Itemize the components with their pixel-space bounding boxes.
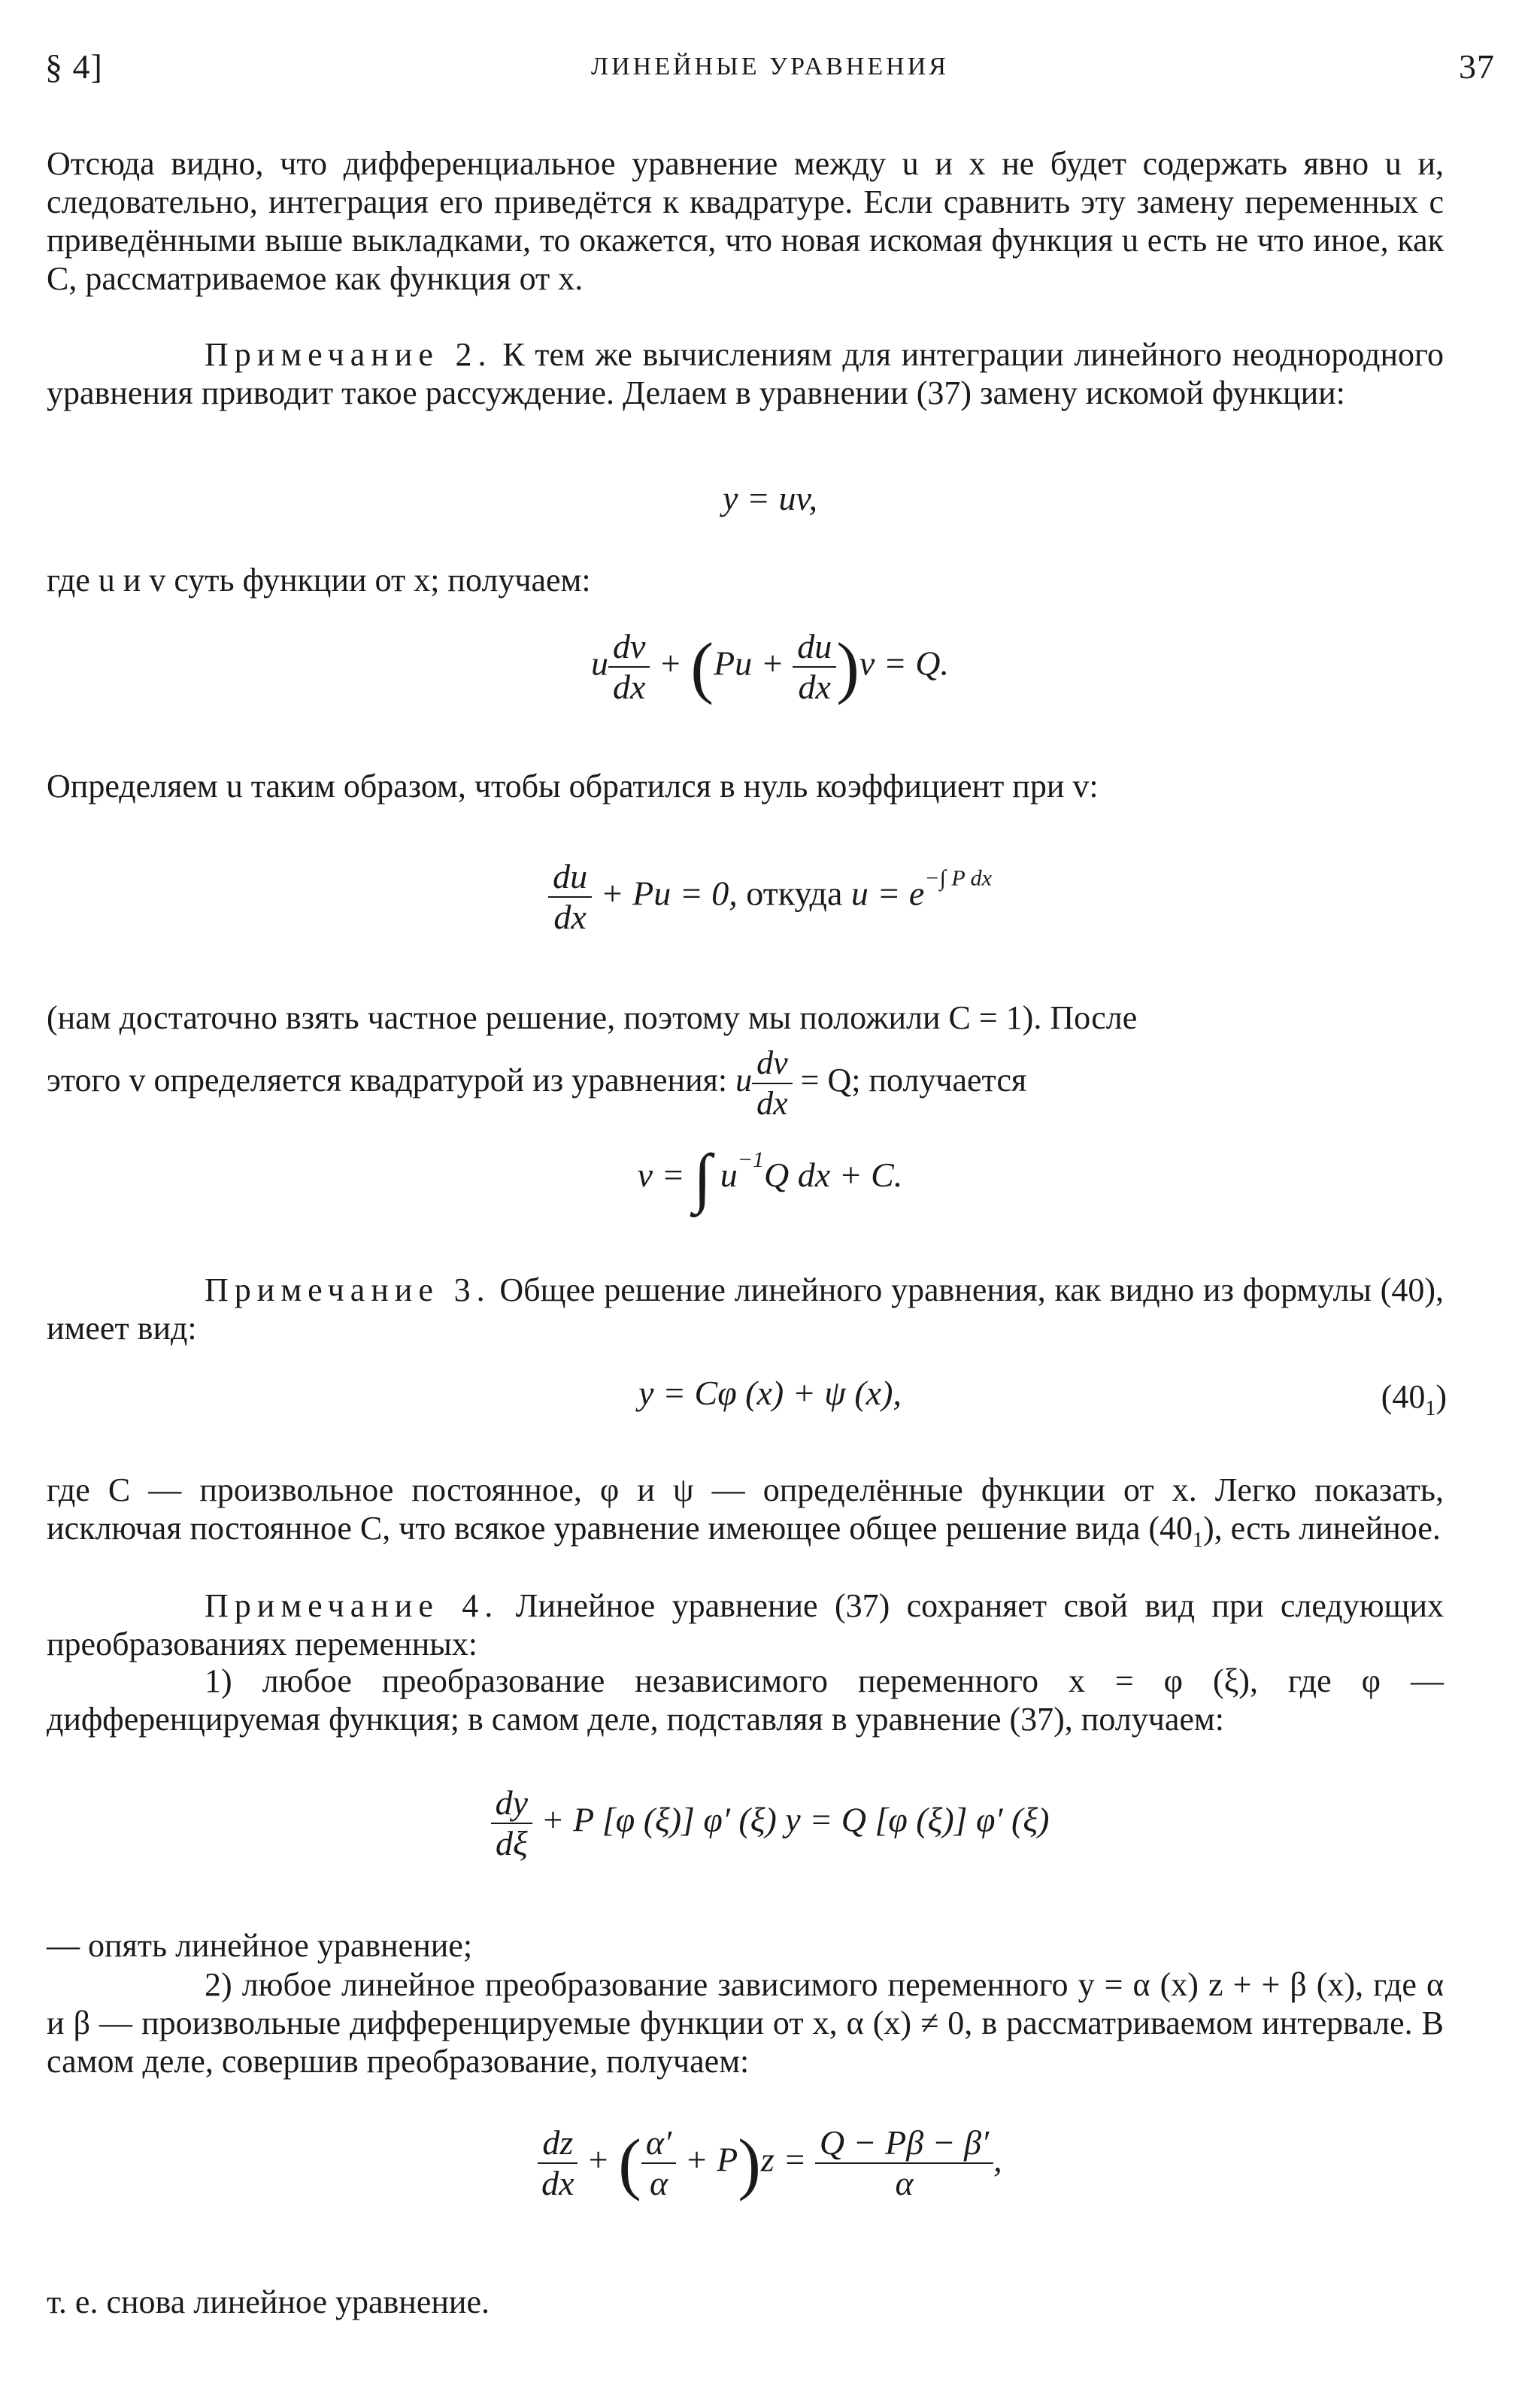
equation-u-exponential: $\frac{du}{dx}$ + Pu = 0, откуда $u = e^{-\int P dx}$	[0, 857, 1540, 937]
fraction-dv-dx: $\frac{dv}{dx}$	[608, 627, 650, 707]
paragraph-note-4	[47, 1586, 1444, 1663]
paragraph-note-3	[47, 1271, 1444, 1347]
fraction-du-dx: $\frac{du}{dx}$	[793, 627, 836, 707]
fraction-rhs: $\frac{Q - P\beta - \beta'}{\alpha}$	[815, 2123, 993, 2203]
paragraph-note-2	[47, 335, 1444, 412]
equation-independent-transform: $\frac{dy}{d\xi}$ + P [φ (ξ)] φ′ (ξ) y = Q [φ (ξ)] φ′ (ξ)	[0, 1783, 1540, 1863]
list-item-2: 2) любое линейное преобразование зависимого переменного y = α (x) z + + β (x), где α и β — произвольные дифференцируемые функции от x, α (x) ≠ 0, в рассматриваемом интервале. В самом деле, совершив преобразование, получаем:	[47, 1966, 1444, 2080]
fraction-dy-dxi: $\frac{dy}{d\xi}$	[491, 1783, 532, 1863]
note-2-label: Примечание 2.	[205, 336, 493, 373]
note-3-label: Примечание 3.	[205, 1271, 491, 1308]
note-2-text: К тем же вычислениям для интеграции линейного неоднородного уравнения приводит такое рассуждение. Делаем в уравнении (37) замену искомой функции:	[47, 336, 1444, 411]
fraction-alpha-prime: $\frac{\alpha'}{\alpha}$	[641, 2123, 676, 2203]
note-3-text: Общее решение линейного уравнения, как видно из формулы (40), имеет вид:	[47, 1271, 1444, 1347]
paragraph-substitution-result: Отсюда видно, что дифференциальное уравнение между u и x не будет содержать явно u и, следовательно, интеграция его приведётся к квадратуре. Если сравнить эту замену переменных с приведёнными выше выкладками, то окажется, что новая искомая функция u есть не что иное, как C, рассматриваемое как функция от x.	[47, 145, 1444, 297]
eq2-lead: u	[590, 644, 608, 683]
paragraph-again-linear-final: т. е. снова линейное уравнение.	[47, 2283, 490, 2320]
note-4-label: Примечание 4.	[205, 1587, 499, 1624]
page-header	[45, 47, 1495, 99]
equation-dependent-transform: $\frac{dz}{dx}$ + ( $\frac{\alpha'}{\alpha}$ + P)z = $\frac{Q - P\beta - \beta'}{\alpha}$ ,	[0, 2123, 1540, 2203]
paragraph-define-u: Определяем u таким образом, чтобы обратился в нуль коэффициент при v:	[47, 768, 1099, 805]
paragraph-quadrature: этого v определяется квадратурой из уравнения: u $\frac{dv}{dx}$ = Q; получается	[47, 1044, 1027, 1122]
equation-v-integral: v = ∫ $u^{-1}Q$ dx + C.	[637, 1141, 903, 1215]
equation-number-40-1: $(40_1)$	[1381, 1378, 1447, 1420]
note-4-text: Линейное уравнение (37) сохраняет свой вид при следующих преобразованиях переменных:	[47, 1587, 1444, 1662]
list-item-1: 1) любое преобразование независимого переменного x = φ (ξ), где φ — дифференцируемая функция; в самом деле, подставляя в уравнение (37), получаем:	[47, 1662, 1444, 1738]
page-number: 37	[1459, 47, 1495, 86]
paragraph-again-linear: — опять линейное уравнение;	[47, 1927, 473, 1964]
fraction-dz-dx: $\frac{dz}{dx}$	[538, 2123, 578, 2203]
paragraph-where-u-v: где u и v суть функции от x; получаем:	[47, 562, 591, 599]
section-number: § 4]	[45, 47, 103, 86]
equation-general-solution: y = Cφ (x) + ψ (x),	[638, 1374, 902, 1412]
equation-y-uv: y = uv,	[723, 479, 817, 517]
paragraph-where-c: где C — произвольное постоянное, φ и ψ — определённые функции от x. Легко показать, исключая постоянное C, что всякое уравнение имеющее общее решение вида $(40_1)$, есть линейное.	[47, 1471, 1444, 1552]
equation-substituted: u $\frac{dv}{dx}$ + (Pu + $\frac{du}{dx}$ )v = Q.	[590, 627, 950, 706]
paragraph-particular-solution: (нам достаточно взять частное решение, поэтому мы положили C = 1). После	[47, 999, 1138, 1036]
running-title: ЛИНЕЙНЫЕ УРАВНЕНИЯ	[591, 53, 949, 80]
fraction-du-dx-2: $\frac{du}{dx}$	[548, 857, 592, 937]
fraction-dv-dx-inline: $\frac{dv}{dx}$	[752, 1044, 793, 1123]
